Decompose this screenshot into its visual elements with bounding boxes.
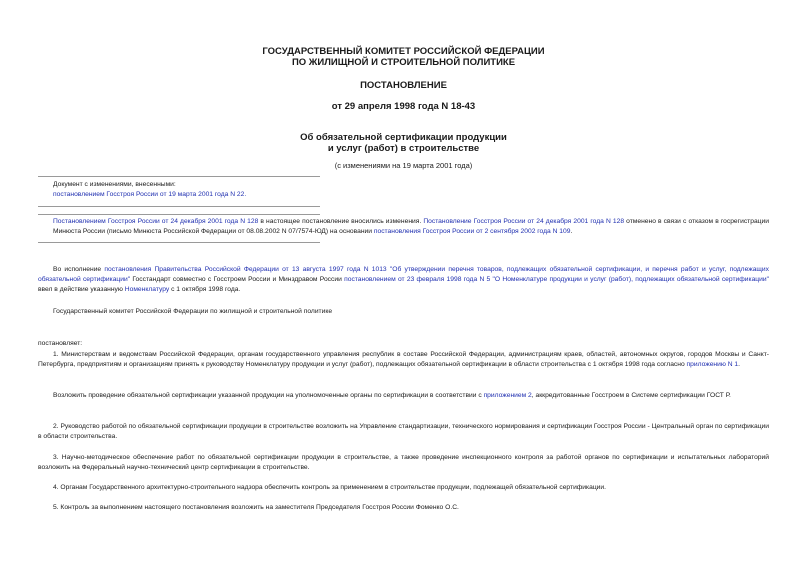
government-decree-1013-link[interactable]: постановления Правительства Российской Федерации от 13 августа 1997 года N 1013 "Об утверждении перечня товаров, подлежащих обязательной сертификации, и перечня работ и услуг, подлежащих обязательной сертификации" xyxy=(38,266,769,283)
amendment-link[interactable]: постановлением Госстроя России от 19 марта 2001 года N 22. xyxy=(53,191,247,198)
document-title-line2: и услуг (работ) в строительстве xyxy=(327,143,480,154)
clause-1: 1. Министерствам и ведомствам Российской Федерации, органам государственного управления республик в составе Российской Федерации, администрациям краев, областей, автономных округов, городов Москвы и Санкт-Петербурга, предприятиям и организациям принять к руководству Номенклатуру продукции и услуг (работ), подлежащих обязательной сертификации в области строительства с 1 октября 1998 года согласно приложению N 1. xyxy=(38,351,769,368)
nomenclature-link[interactable]: Номенклатуру xyxy=(124,286,170,293)
divider xyxy=(38,176,320,177)
amendments-box xyxy=(53,180,323,200)
divider xyxy=(38,214,320,215)
appendix-2-link[interactable]: приложением 2 xyxy=(483,392,532,399)
divider xyxy=(38,242,320,243)
committee-name-line1: ГОСУДАРСТВЕННЫЙ КОМИТЕТ РОССИЙСКОЙ ФЕДЕРАЦИИ xyxy=(262,46,545,57)
clause-1-certification: Возложить проведение обязательной сертификации указанной продукции на уполномоченные органы по сертификации в соответствии с приложением 2, аккредитованные Госстроем в Системе сертификации ГОСТ Р. xyxy=(53,392,731,399)
clause-4: 4. Органам Государственного архитектурно-строительного надзора обеспечить контроль за применением в строительстве продукции, подлежащей обязательной сертификации. xyxy=(53,484,606,491)
committee-name-line2: ПО ЖИЛИЩНОЙ И СТРОИТЕЛЬНОЙ ПОЛИТИКЕ xyxy=(291,57,516,68)
divider xyxy=(38,206,320,207)
appendix-1-link[interactable]: приложению N 1 xyxy=(686,361,739,368)
resolves-label: постановляет: xyxy=(38,340,83,347)
clause-2: 2. Руководство работой по обязательной сертификации продукции в строительстве возложить на Управление стандартизации, технического нормирования и сертификации Госстроя России - Центральный орган по сертификации в области строительства. xyxy=(38,423,769,440)
clause-3: 3. Научно-методическое обеспечение работ по обязательной сертификации продукции в строительстве, а также проведение инспекционного контроля за работой органов по сертификации и испытательных лабораторий возложить на Федеральный научно-технический центр сертификации в строительстве. xyxy=(38,454,769,471)
gosstandart-resolution-5-link[interactable]: постановлением от 23 февраля 1998 года N 5 "О Номенклатуре продукции и услуг (работ), подлежащих обязательной сертификации" xyxy=(344,276,769,283)
issuer-paragraph: Государственный комитет Российской Федерации по жилищной и строительной политике xyxy=(53,308,333,315)
document-date-number: от 29 апреля 1998 года N 18-43 xyxy=(331,101,476,112)
amendments-intro: Документ с изменениями, внесенными: xyxy=(53,181,176,188)
document-type: ПОСТАНОВЛЕНИЕ xyxy=(360,80,447,91)
preamble-paragraph: Во исполнение постановления Правительства Российской Федерации от 13 августа 1997 года N 1013 "Об утверждении перечня товаров, подлежащих обязательной сертификации, и перечня работ и услуг, подлежащих обязательной сертификации" Госстандарт совместно с Госстроем России и Минздравом России постановлением от 23 февраля 1998 года N 5 "О Номенклатуре продукции и услуг (работ), подлежащих обязательной сертификации" ввел в действие указанную Номенклатуру с 1 октября 1998 года. xyxy=(38,266,769,293)
clause-5: 5. Контроль за выполнением настоящего постановления возложить на заместителя Председателя Госстроя России Фоменко О.С. xyxy=(53,504,459,511)
resolution-109-link[interactable]: постановления Госстроя России от 2 сентября 2002 года N 109 xyxy=(373,228,571,235)
amendment-note: (с изменениями на 19 марта 2001 года) xyxy=(334,161,473,170)
document-title-line1: Об обязательной сертификации продукции xyxy=(300,132,507,143)
changes-note: Постановлением Госстроя России от 24 декабря 2001 года N 128 в настоящее постановление вносились изменения. Постановление Госстроя России от 24 декабря 2001 года N 128 отменено в связи с отказом в госрегистрации Минюста России (письмо Минюста Российской Федерации от 08.08.2002 N 07/7574-ЮД) на основании постановления Госстроя России от 2 сентября 2002 года N 109. xyxy=(53,218,769,235)
resolution-128-link[interactable]: Постановлением Госстроя России от 24 декабря 2001 года N 128 xyxy=(53,218,259,225)
resolution-128-repeal-link[interactable]: Постановление Госстроя России от 24 декабря 2001 года N 128 xyxy=(423,218,625,225)
